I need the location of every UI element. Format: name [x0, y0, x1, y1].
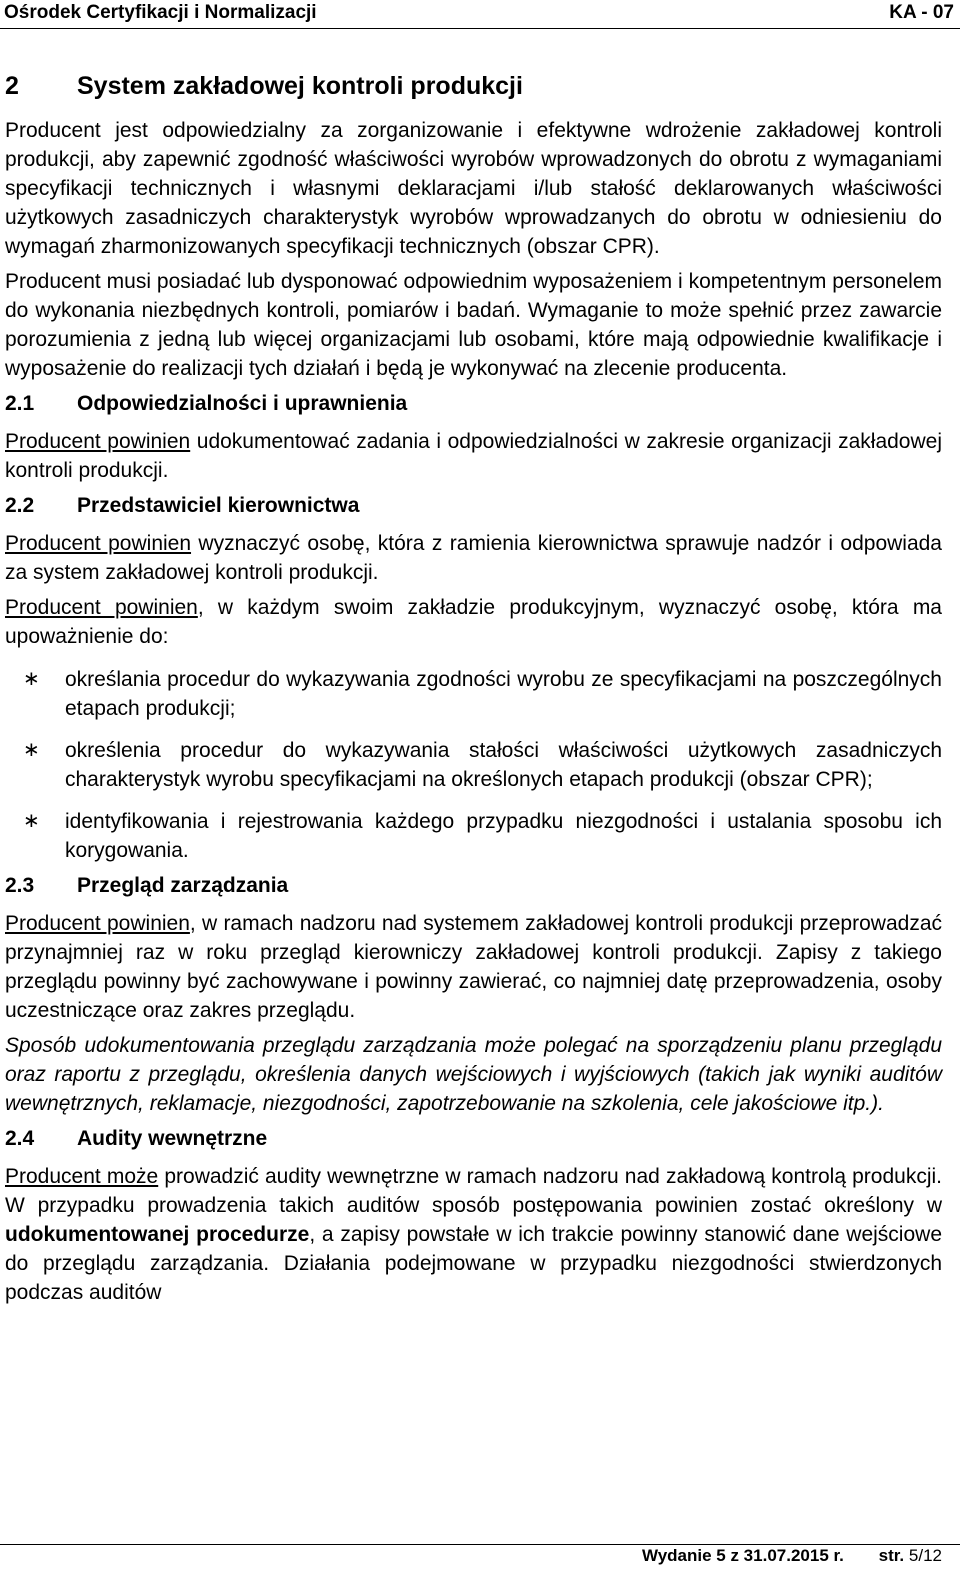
intro-paragraph-2: Producent musi posiadać lub dysponować odpowiednim wyposażeniem i kompetentnym personelem do wykonania niezbędnych kontroli, pomiarów i badań. Wymaganie to może spełnić przez zawarcie porozumienia z jedną lub więcej organizacjami lub osobami, które mają odpowiednie kwalifikacje i wyposażenie do realizacji tych działań i będą je wykonywać na zlecenie producenta. [5, 270, 942, 380]
subsection-heading-2-1 [5, 389, 942, 419]
page-footer [0, 1546, 942, 1570]
subsection-title: Przegląd zarządzania [77, 874, 289, 897]
paragraph-text: udokumentować zadania i odpowiedzialności w zakresie organizacji zakładowej kontroli produkcji. [5, 430, 942, 482]
s24-paragraph [5, 1162, 942, 1307]
subsection-title: Przedstawiciel kierownictwa [77, 494, 360, 517]
subsection-number: 2.3 [5, 874, 35, 897]
underlined-subject: Producent powinien [5, 596, 198, 619]
list-item [5, 665, 942, 723]
header-document-code: KA - 07 [889, 2, 954, 23]
footer-page-number [879, 1546, 942, 1565]
s22-paragraph-2 [5, 593, 942, 651]
underlined-subject: Producent powinien [5, 430, 191, 453]
subsection-heading-2-2 [5, 491, 942, 521]
intro-paragraph-1: Producent jest odpowiedzialny za zorganizowanie i efektywne wdrożenie zakładowej kontroli produkcji, aby zapewnić zgodność właściwości wyrobów wprowadzonych do obrotu z wymaganiami specyfikacji technicznych i własnymi deklaracjami i/lub stałość deklarowanych właściwości użytkowych zasadniczych charakterystyk wyrobów wprowadzanych do obrotu w odniesieniu do wymagań zharmonizowanych specyfikacji technicznych (obszar CPR). [5, 119, 942, 258]
paragraph-text: wyznaczyć osobę, która z ramienia kierownictwa sprawuje nadzór i odpowiada za system zakładowej kontroli produkcji. [5, 532, 942, 584]
paragraph-text: , a zapisy powstałe w ich trakcie powinny stanowić dane wejściowe do przeglądu zarządzania. Działania podejmowane w przypadku niezgodności stwierdzonych podczas auditów [5, 1223, 942, 1304]
asterisk-bullet-icon: ∗ [23, 739, 40, 761]
page-header [0, 0, 960, 26]
section-heading [5, 68, 942, 104]
document-body [5, 68, 942, 1313]
underlined-subject: Producent powinien [5, 532, 192, 555]
s23-paragraph-italic: Sposób udokumentowania przeglądu zarządzania może polegać na sporządzeniu planu przeglądu oraz raportu z przeglądu, określenia danych wejściowych i wyjściowych (takich jak wyniki auditów wewnętrznych, reklamacje, niezgodności, zapotrzebowanie na szkolenia, cele jakościowe itp.). [5, 1034, 942, 1115]
s23-paragraph-1 [5, 909, 942, 1025]
list-item [5, 736, 942, 794]
s21-paragraph [5, 427, 942, 485]
asterisk-bullet-icon: ∗ [23, 810, 40, 832]
asterisk-bullet-icon: ∗ [23, 668, 40, 690]
subsection-number: 2.4 [5, 1127, 35, 1150]
header-divider [0, 28, 960, 29]
list-item-text: określania procedur do wykazywania zgodności wyrobu ze specyfikacjami na poszczególnych etapach produkcji; [65, 668, 942, 720]
section-title: System zakładowej kontroli produkcji [77, 72, 523, 100]
list-item [5, 807, 942, 865]
subsection-title: Audity wewnętrzne [77, 1127, 268, 1150]
paragraph-text: prowadzić audity wewnętrzne w ramach nadzoru nad zakładową kontrolą produkcji. W przypadku prowadzenia takich auditów sposób postępowania powinien zostać określony w [5, 1165, 942, 1217]
subsection-number: 2.1 [5, 392, 35, 415]
footer-divider [0, 1544, 960, 1545]
bold-phrase: udokumentowanej procedurze [5, 1223, 310, 1246]
paragraph-text: , w ramach nadzoru nad systemem zakładowej kontroli produkcji przeprowadzać przynajmniej raz w roku przegląd kierowniczy zakładowej kontroli produkcji. Zapisy z takiego przeglądu powinny być zachowywane i powinny zawierać, co najmniej datę przeprowadzenia, osoby uczestniczące oraz zakres przeglądu. [5, 912, 942, 1022]
subsection-title: Odpowiedzialności i uprawnienia [77, 392, 408, 415]
footer-edition: Wydanie 5 z 31.07.2015 r. [641, 1546, 844, 1565]
underlined-subject: Producent powinien [5, 912, 190, 935]
page-value: 5/12 [908, 1546, 942, 1565]
page-label: str. [878, 1546, 905, 1565]
list-item-text: określenia procedur do wykazywania stałości właściwości użytkowych zasadniczych charakterystyk wyrobu specyfikacjami na określonych etapach produkcji (obszar CPR); [65, 739, 942, 791]
subsection-heading-2-3 [5, 871, 942, 901]
list-item-text: identyfikowania i rejestrowania każdego przypadku niezgodności i ustalania sposobu ich korygowania. [65, 810, 942, 862]
s22-paragraph-1 [5, 529, 942, 587]
subsection-heading-2-4 [5, 1124, 942, 1154]
paragraph-text: , w każdym swoim zakładzie produkcyjnym, wyznaczyć osobę, która ma upoważnienie do: [5, 596, 942, 648]
section-number: 2 [5, 72, 19, 100]
underlined-subject: Producent może [5, 1165, 159, 1188]
subsection-number: 2.2 [5, 494, 35, 517]
authority-list [5, 665, 942, 865]
header-organization: Ośrodek Certyfikacji i Normalizacji [4, 2, 317, 23]
